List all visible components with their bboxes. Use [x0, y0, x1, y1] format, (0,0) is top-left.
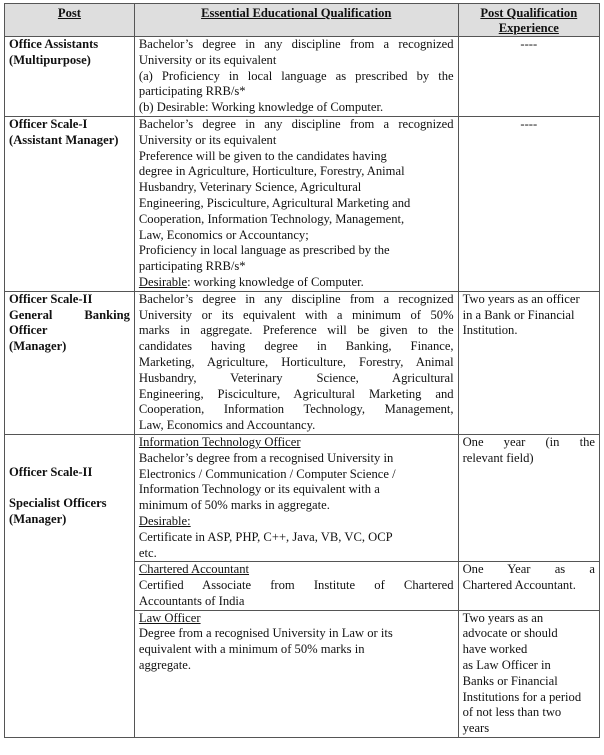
qualification-line: Law, Economics and Accountancy. [138, 418, 316, 433]
experience-line: as Law Officer in [462, 658, 551, 673]
desirable-label: Desirable: [138, 513, 191, 528]
post-name: Officer [9, 323, 48, 338]
post-name: Officer Scale-I [9, 116, 88, 131]
qualification-line: minimum of 50% marks in aggregate. [138, 498, 330, 513]
qualification-line: Engineering, Pisciculture, Agricultural Marketing and [138, 195, 411, 210]
qualification-line: University or its equivalent with a minimum of 50% [138, 307, 454, 322]
qualification-line: Engineering, Pisciculture, Agricultural Marketing and [138, 386, 454, 401]
qualification-line: (b) Desirable: Working knowledge of Computer. [138, 100, 384, 115]
experience-line: in a Bank or Financial [462, 307, 575, 322]
table-row [5, 291, 600, 434]
qualification-line: Husbandry, Veterinary Science, Agricultural [138, 180, 362, 195]
experience-line: Two years as an [462, 610, 544, 625]
qualification-line: Accountants of India [138, 593, 245, 608]
experience-cell: ---- [458, 37, 599, 117]
experience-cell: ---- [458, 116, 599, 291]
experience-line: Two years as an officer [462, 291, 580, 306]
experience-line: Institutions for a period [462, 689, 582, 704]
qualification-cell [134, 116, 458, 291]
post-cell [5, 37, 135, 117]
it-officer-title: Information Technology Officer [138, 434, 301, 449]
header-experience: Post Qualification Experience [458, 4, 599, 37]
desirable-text: : working knowledge of Computer. [187, 274, 364, 289]
experience-cell [458, 434, 599, 561]
qualification-line: Preference will be given to the candidates having [138, 148, 387, 163]
post-name: (Assistant Manager) [9, 132, 119, 147]
qualification-line: participating RRB/s* [138, 84, 246, 99]
post-name: (Manager) [9, 511, 67, 526]
qualification-line: Cooperation, Information Technology, Management, [138, 211, 405, 226]
qualification-cell [134, 434, 458, 561]
qualification-table [4, 3, 600, 738]
qualification-line: University or its equivalent [138, 132, 277, 147]
header-qualification: Essential Educational Qualification [134, 4, 458, 37]
qualification-line: (a) Proficiency in local language as prescribed by the [138, 68, 454, 83]
experience-line: Banks or Financial [462, 673, 558, 688]
qualification-line: Husbandry, Veterinary Science, Agricultural [138, 370, 454, 385]
experience-line: Institution. [462, 323, 518, 338]
qualification-line: Bachelor’s degree in any discipline from a recognized [138, 116, 454, 131]
qualification-cell [134, 291, 458, 434]
header-post: Post [5, 4, 135, 37]
law-officer-title: Law Officer [138, 610, 201, 625]
experience-line: of not less than two [462, 705, 562, 720]
qualification-line: Marketing, Agriculture, Horticulture, Forestry, Animal [138, 354, 454, 369]
experience-line: have worked [462, 642, 528, 657]
ca-title: Chartered Accountant [138, 562, 250, 577]
post-cell [5, 291, 135, 434]
post-name: General Banking [9, 307, 130, 322]
qualification-line: University or its equivalent [138, 52, 277, 67]
qualification-cell [134, 37, 458, 117]
qualification-line: Certified Associate from Institute of Chartered [138, 578, 454, 593]
experience-line: advocate or should [462, 626, 558, 641]
post-name: Officer Scale-II [9, 291, 93, 306]
post-name: (Manager) [9, 339, 67, 354]
post-name: (Multipurpose) [9, 52, 91, 67]
qualification-line: Bachelor’s degree in any discipline from a recognized [138, 37, 454, 51]
qualification-line: Electronics / Communication / Computer Science / [138, 466, 396, 481]
qualification-line: Law, Economics or Accountancy; [138, 227, 309, 242]
experience-line: relevant field) [462, 450, 534, 465]
post-name: Officer Scale-II [9, 464, 93, 479]
table-row [5, 116, 600, 291]
experience-line: Chartered Accountant. [462, 578, 576, 593]
desirable-line [139, 275, 454, 291]
qualification-line: equivalent with a minimum of 50% marks in [138, 642, 365, 657]
qualification-line: marks in aggregate. Preference will be given to the [138, 323, 454, 338]
qualification-line: Degree from a recognised University in Law or its [138, 626, 393, 641]
table-row [5, 434, 600, 561]
qualification-line: participating RRB/s* [138, 259, 246, 274]
experience-cell [458, 562, 599, 610]
experience-line: years [462, 721, 490, 736]
qualification-cell [134, 562, 458, 610]
post-name: Specialist Officers [9, 495, 107, 510]
qualification-line: Bachelor’s degree from a recognised University in [138, 450, 394, 465]
qualification-line: Proficiency in local language as prescribed by the [138, 243, 390, 258]
experience-cell [458, 291, 599, 434]
experience-line: One Year as a [462, 562, 595, 577]
qualification-line: Bachelor’s degree in any discipline from a recognized [138, 291, 454, 306]
qualification-line: aggregate. [138, 658, 191, 673]
post-cell [5, 434, 135, 737]
post-cell [5, 116, 135, 291]
desirable-label: Desirable [138, 274, 188, 289]
qualification-line: Information Technology or its equivalent with a [138, 482, 380, 497]
qualification-line: degree in Agriculture, Horticulture, Forestry, Animal [138, 164, 405, 179]
qualification-cell [134, 610, 458, 737]
header-row [5, 4, 600, 37]
table-row [5, 37, 600, 117]
post-name: Office Assistants [9, 37, 99, 51]
qualification-line: Certificate in ASP, PHP, C++, Java, VB, VC, OCP [138, 529, 393, 544]
experience-cell [458, 610, 599, 737]
qualification-line: candidates having degree in Banking, Finance, [138, 339, 454, 354]
qualification-line: etc. [138, 545, 157, 560]
experience-line: One year (in the [462, 434, 595, 449]
qualification-line: Cooperation, Information Technology, Management, [138, 402, 454, 417]
